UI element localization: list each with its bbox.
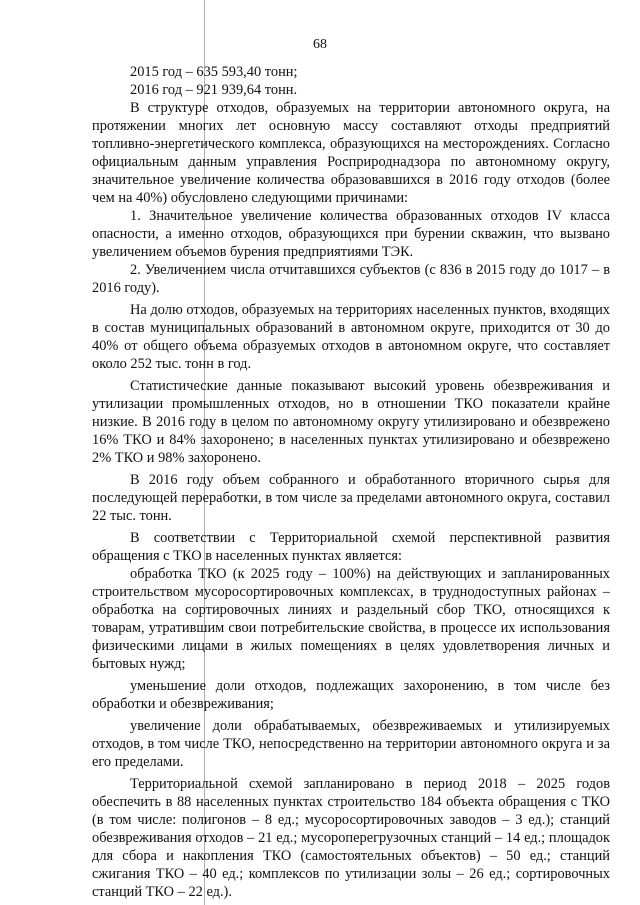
paragraph-statistics: Статистические данные показывают высокий уровень обезвреживания и утилизации промышленных отходов, но в отношении ТКО показатели крайне низкие. В 2016 году в целом по автономному округу утилизировано и обезврежено 16% ТКО и 84% захоронено; в населенных пунктах утилизировано и обезврежено 2% ТКО и 98% захоронено. xyxy=(92,378,610,466)
paragraph-reason-1: 1. Значительное увеличение количества образованных отходов IV класса опасности, а именно отходов, образующихся при бурении скважин, что вызвано увеличением объемов бурения предприятиями ТЭК. xyxy=(92,208,610,260)
page-number: 68 xyxy=(313,37,327,52)
paragraph-reduction: уменьшение доли отходов, подлежащих захоронению, в том числе без обработки и обезвреживания; xyxy=(92,678,610,712)
paragraph-2016-total: 2016 год – 921 939,64 тонн. xyxy=(130,82,298,98)
paragraph-2015-total: 2015 год – 635 593,40 тонн; xyxy=(130,64,298,80)
paragraph-planned-objects: Территориальной схемой запланировано в период 2018 – 2025 годов обеспечить в 88 населенных пунктах строительство 184 объекта обращения с ТКО (в том числе: полигонов – 8 ед.; мусоросортировочных заводов – 3 ед.); станций обезвреживания отходов – 21 ед.; мусороперегрузочных станций – 14 ед.; площадок для сбора и накопления ТКО (самостоятельных объектов) – 50 ед.; станций сжигания ТКО – 40 ед.; комплексов по утилизации золы – 26 ед.; сортировочных станций ТКО – 22 ед.). xyxy=(92,776,610,900)
paragraph-secondary-raw: В 2016 году объем собранного и обработанного вторичного сырья для последующей переработки, в том числе за пределами автономного округа, составил 22 тыс. тонн. xyxy=(92,472,610,524)
paragraph-settlements-share: На долю отходов, образуемых на территориях населенных пунктов, входящих в состав муниципальных образований в автономном округе, приходится от 30 до 40% от общего объема образуемых отходов в автономном округе, что составляет около 252 тыс. тонн в год. xyxy=(92,302,610,372)
paragraph-territorial-scheme: В соответствии с Территориальной схемой перспективной развития обращения с ТКО в населенных пунктах является: xyxy=(92,530,610,564)
paragraph-increase: увеличение доли обрабатываемых, обезвреживаемых и утилизируемых отходов, в том числе ТКО, непосредственно на территории автономного округа и за его пределами. xyxy=(92,718,610,770)
paragraph-processing: обработка ТКО (к 2025 году – 100%) на действующих и запланированных строительством мусоросортировочных комплексах, в труднодоступных районах – обработка на сортировочных линиях и раздельный сбор ТКО, относящихся к товарам, утратившим свои потребительские свойства, в процессе их использования физическими лицами в жилых помещениях в целях удовлетворения личных и бытовых нужд; xyxy=(92,566,610,672)
paragraph-reason-2: 2. Увеличением числа отчитавшихся субъектов (с 836 в 2015 году до 1017 – в 2016 году). xyxy=(92,262,610,296)
paragraph-waste-structure: В структуре отходов, образуемых на территории автономного округа, на протяжении многих лет основную массу составляют отходы предприятий топливно-энергетического комплекса, образующихся на месторождениях. Согласно официальным данным управления Росприроднадзора по автономному округу, значительное увеличение количества образовавшихся в 2016 году отходов (более чем на 40%) обусловлено следующими причинами: xyxy=(92,100,610,206)
document-body xyxy=(92,63,610,901)
